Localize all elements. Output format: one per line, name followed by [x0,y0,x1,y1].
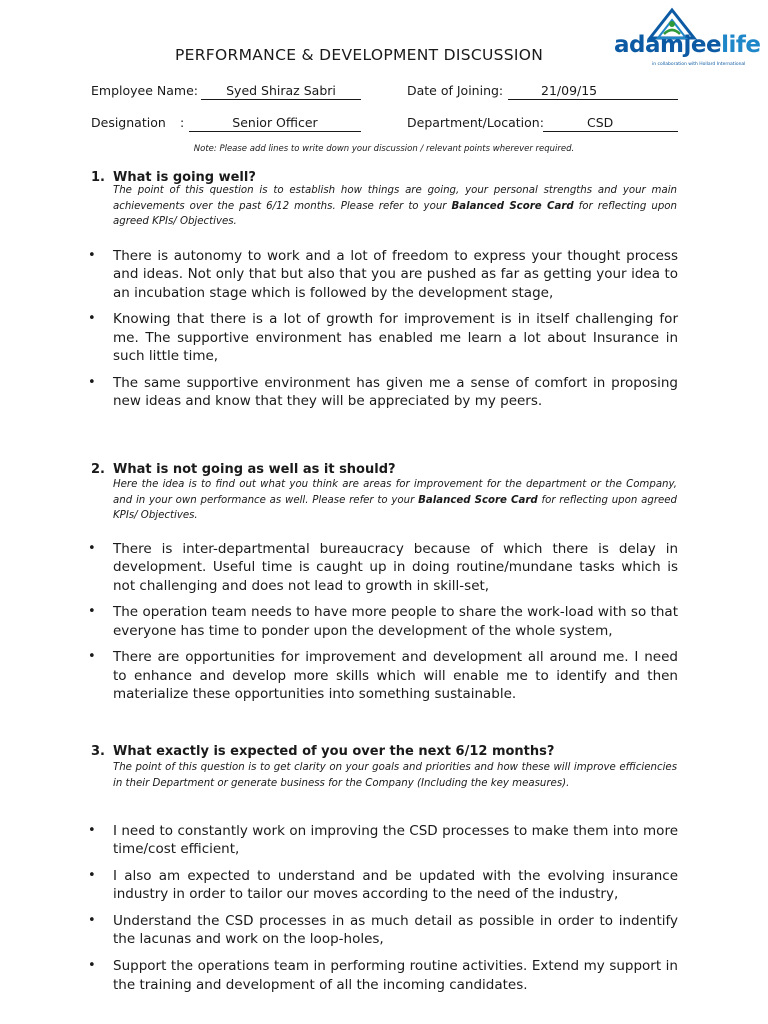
logo-wordmark: adamjeelife [614,32,761,58]
section-1-heading: 1. What is going well? [91,170,256,185]
logo-subtitle: in collaboration with Hollard International [652,62,746,67]
designation-colon: : [180,115,185,130]
section-2-heading: 2. What is not going as well as it should? [91,462,396,477]
list-item: • The same supportive environment has given me a sense of comfort in proposing new ideas and know that they will be appreciated by my peers. [88,374,678,410]
document-title: PERFORMANCE & DEVELOPMENT DISCUSSION [175,46,544,64]
section-1-bullets [88,247,678,419]
section-1-description: The point of this question is to establish how things are going, your personal strengths and your main achievements over the past 6/12 months. Please refer to your Balanced Score Card for reflecting upon agreed KPIs/ Objectives. [113,185,677,227]
list-item: • The operation team needs to have more people to share the work-load with so that everyone has time to ponder upon the development of the whole system, [88,604,678,639]
discussion-note: Note: Please add lines to write down your discussion / relevant points wherever required. [193,144,575,154]
section-2-description: Here the idea is to find out what you think are areas for improvement for the department or the Company, and in your own performance as well. Please refer to your Balanced Score Card for reflecting upon agreed KPIs/ Objectives. [113,479,678,521]
list-item: • There are opportunities for improvement and development all around me. I need to enhance and develop more skills which will enable me to identify and then materialize these opportunities into something sustainable. [88,649,678,703]
list-item: • Knowing that there is a lot of growth for improvement is in itself challenging for me. The supportive environment has enabled me learn a lot about Insurance in such little time, [88,311,678,364]
department-value: CSD [543,115,678,132]
section-2-bullets [88,540,678,712]
designation-label: Designation [91,115,166,130]
list-item: • There is autonomy to work and a lot of freedom to express your thought process and ideas. Not only that but also that you are pushed as far as getting your idea to an incubation stage which is followed by the development stage, [88,248,678,301]
list-item: • Understand the CSD processes in as much detail as possible in order to indentify the lacunas and work on the loop-holes, [88,913,678,948]
employee-name-label: Employee Name: [91,83,198,98]
list-item: • I also am expected to understand and be updated with the evolving insurance industry in order to tailor our moves according to the need of the industry, [88,868,678,903]
date-joining-value: 21/09/15 [508,83,678,100]
designation-value: Senior Officer [189,115,361,132]
employee-name-value: Syed Shiraz Sabri [201,83,361,100]
list-item: • Support the operations team in performing routine activities. Extend my support in the training and development of all the incoming candidates. [88,958,678,993]
list-item: • I need to constantly work on improving the CSD processes to make them into more time/cost efficient, [88,823,678,858]
date-joining-label: Date of Joining: [407,83,504,98]
department-label: Department/Location: [407,115,544,130]
list-item: • There is inter-departmental bureaucracy because of which there is delay in development. Useful time is caught up in doing routine/mundane tasks which is not challenging and does not lead to growth in skill-set, [88,541,678,594]
section-3-description: The point of this question is to get clarity on your goals and priorities and how these will improve efficiencies in their Department or generate business for the Company (Including the key measures). [113,762,677,789]
section-3-heading: 3. What exactly is expected of you over the next 6/12 months? [91,744,555,759]
section-3-bullets [88,822,678,1002]
adamjee-life-logo [612,4,762,70]
